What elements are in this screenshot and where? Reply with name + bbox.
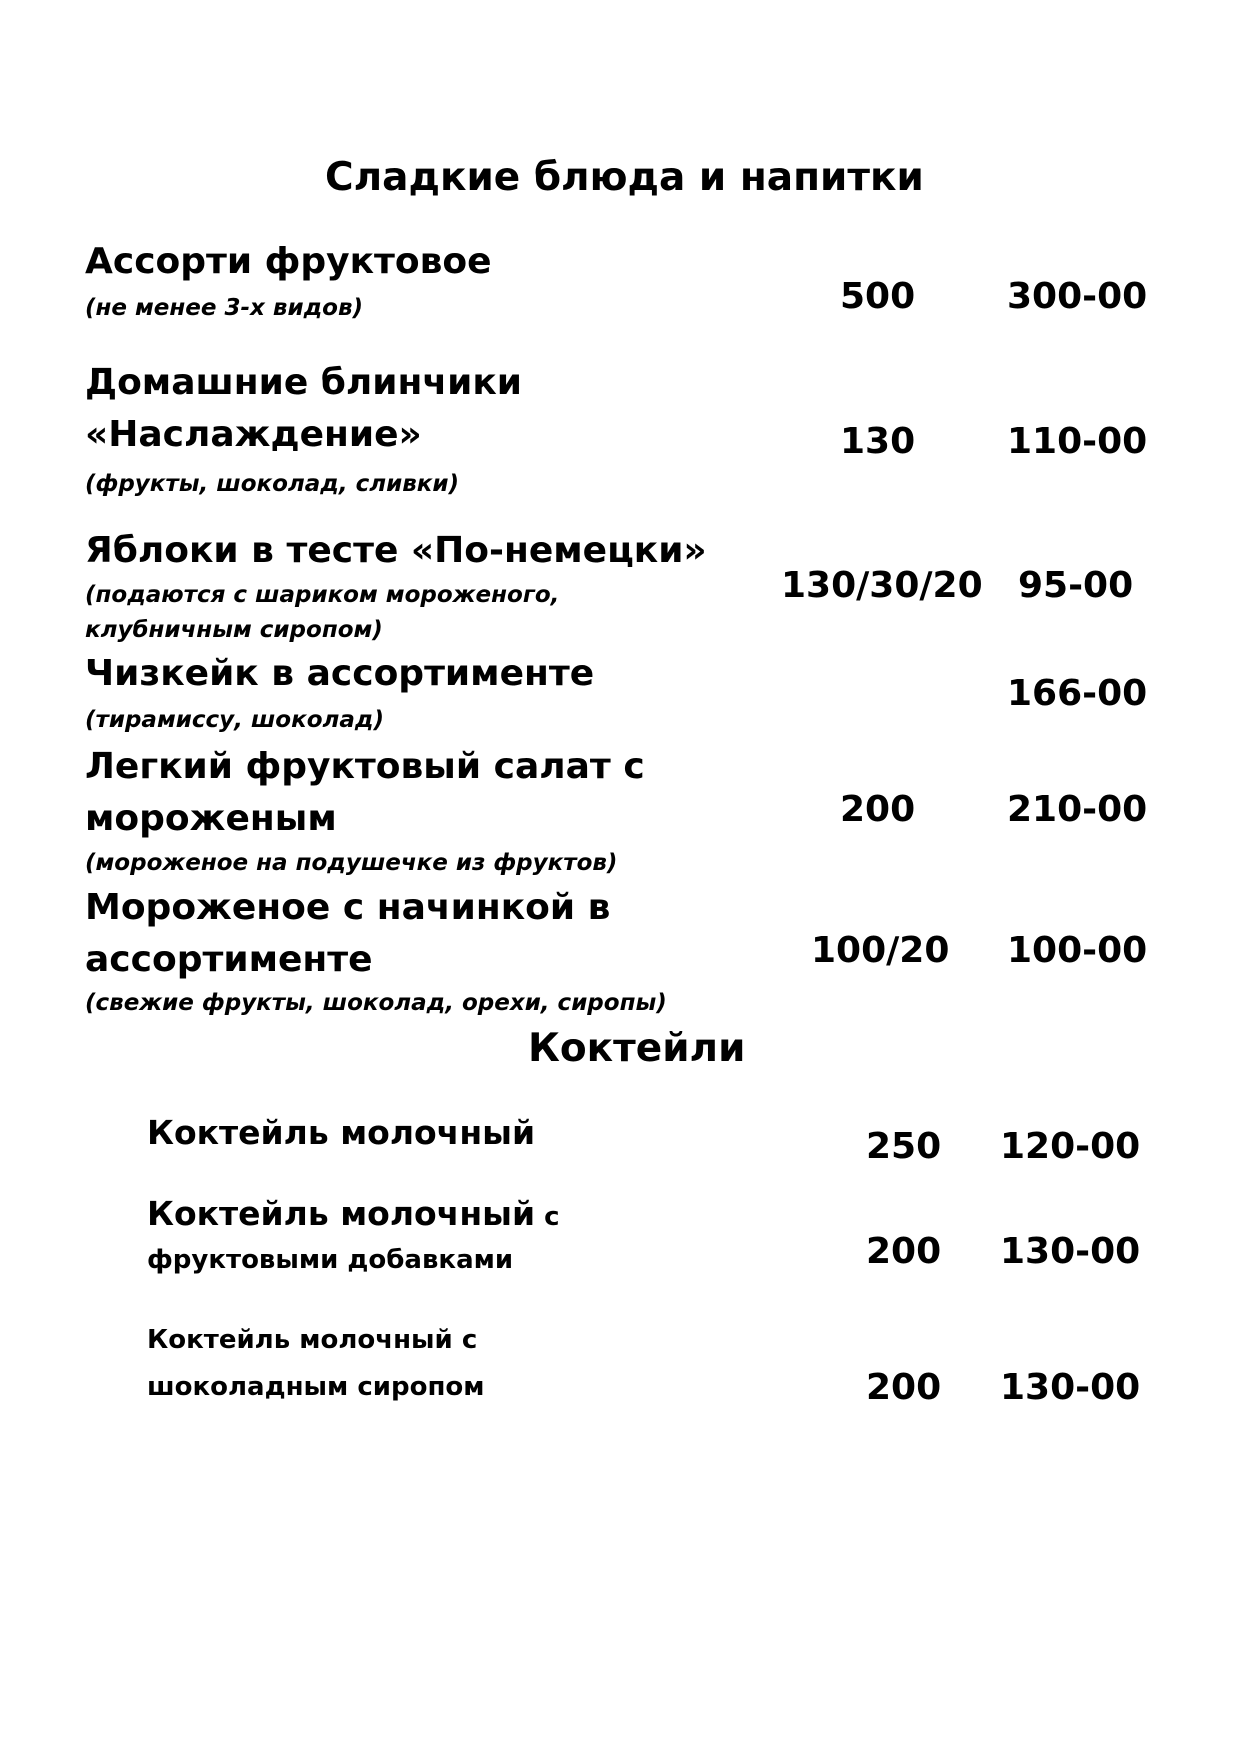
item-description: (фрукты, шоколад, сливки)	[85, 471, 459, 497]
item-name: Коктейль молочный	[147, 1113, 536, 1152]
item-description-line2: клубничным сиропом)	[85, 617, 383, 643]
item-weight: 250	[866, 1126, 942, 1167]
item-name-line2: шоколадным сиропом	[147, 1372, 485, 1402]
item-description: (мороженое на подушечке из фруктов)	[85, 850, 618, 876]
item-name-main: Коктейль молочный	[147, 1194, 536, 1233]
item-weight: 200	[840, 789, 916, 830]
item-price: 110-00	[1007, 421, 1148, 462]
item-name-line1	[147, 1194, 560, 1233]
item-price: 100-00	[1007, 930, 1148, 971]
item-name: Ассорти фруктовое	[85, 241, 492, 282]
item-price: 95-00	[1018, 565, 1134, 606]
item-price: 166-00	[1007, 673, 1148, 714]
item-description: (не менее 3-х видов)	[85, 295, 364, 321]
item-name-line2: ассортименте	[85, 939, 373, 980]
item-name-tail: с	[535, 1202, 560, 1232]
item-price: 210-00	[1007, 789, 1148, 830]
item-weight: 500	[840, 276, 916, 317]
item-weight: 130/30/20	[781, 565, 983, 606]
item-weight: 200	[866, 1231, 942, 1272]
item-weight: 200	[866, 1367, 942, 1408]
item-price: 130-00	[1000, 1231, 1141, 1272]
item-name-line2: фруктовыми добавками	[147, 1245, 514, 1275]
item-name-line1: Мороженое с начинкой в	[85, 887, 611, 928]
item-weight: 100/20	[811, 930, 950, 971]
item-name-line1: Легкий фруктовый салат с	[85, 746, 645, 787]
item-name-line1: Домашние блинчики	[85, 362, 522, 403]
item-price: 120-00	[1000, 1126, 1141, 1167]
item-description-line1: (подаются с шариком мороженого,	[85, 582, 560, 608]
item-price: 300-00	[1007, 276, 1148, 317]
item-name-line1: Коктейль молочный с	[147, 1325, 478, 1355]
item-name: Яблоки в тесте «По-немецки»	[85, 530, 707, 571]
item-description: (тирамиссу, шоколад)	[85, 707, 384, 733]
item-description: (свежие фрукты, шоколад, орехи, сиропы)	[85, 990, 667, 1016]
section-title: Коктейли	[528, 1026, 746, 1071]
item-price: 130-00	[1000, 1367, 1141, 1408]
item-name-line2: мороженым	[85, 798, 337, 839]
item-weight: 130	[840, 421, 916, 462]
item-name: Чизкейк в ассортименте	[85, 653, 595, 694]
item-name-line2: «Наслаждение»	[85, 414, 422, 455]
page-title: Сладкие блюда и напитки	[325, 155, 924, 200]
